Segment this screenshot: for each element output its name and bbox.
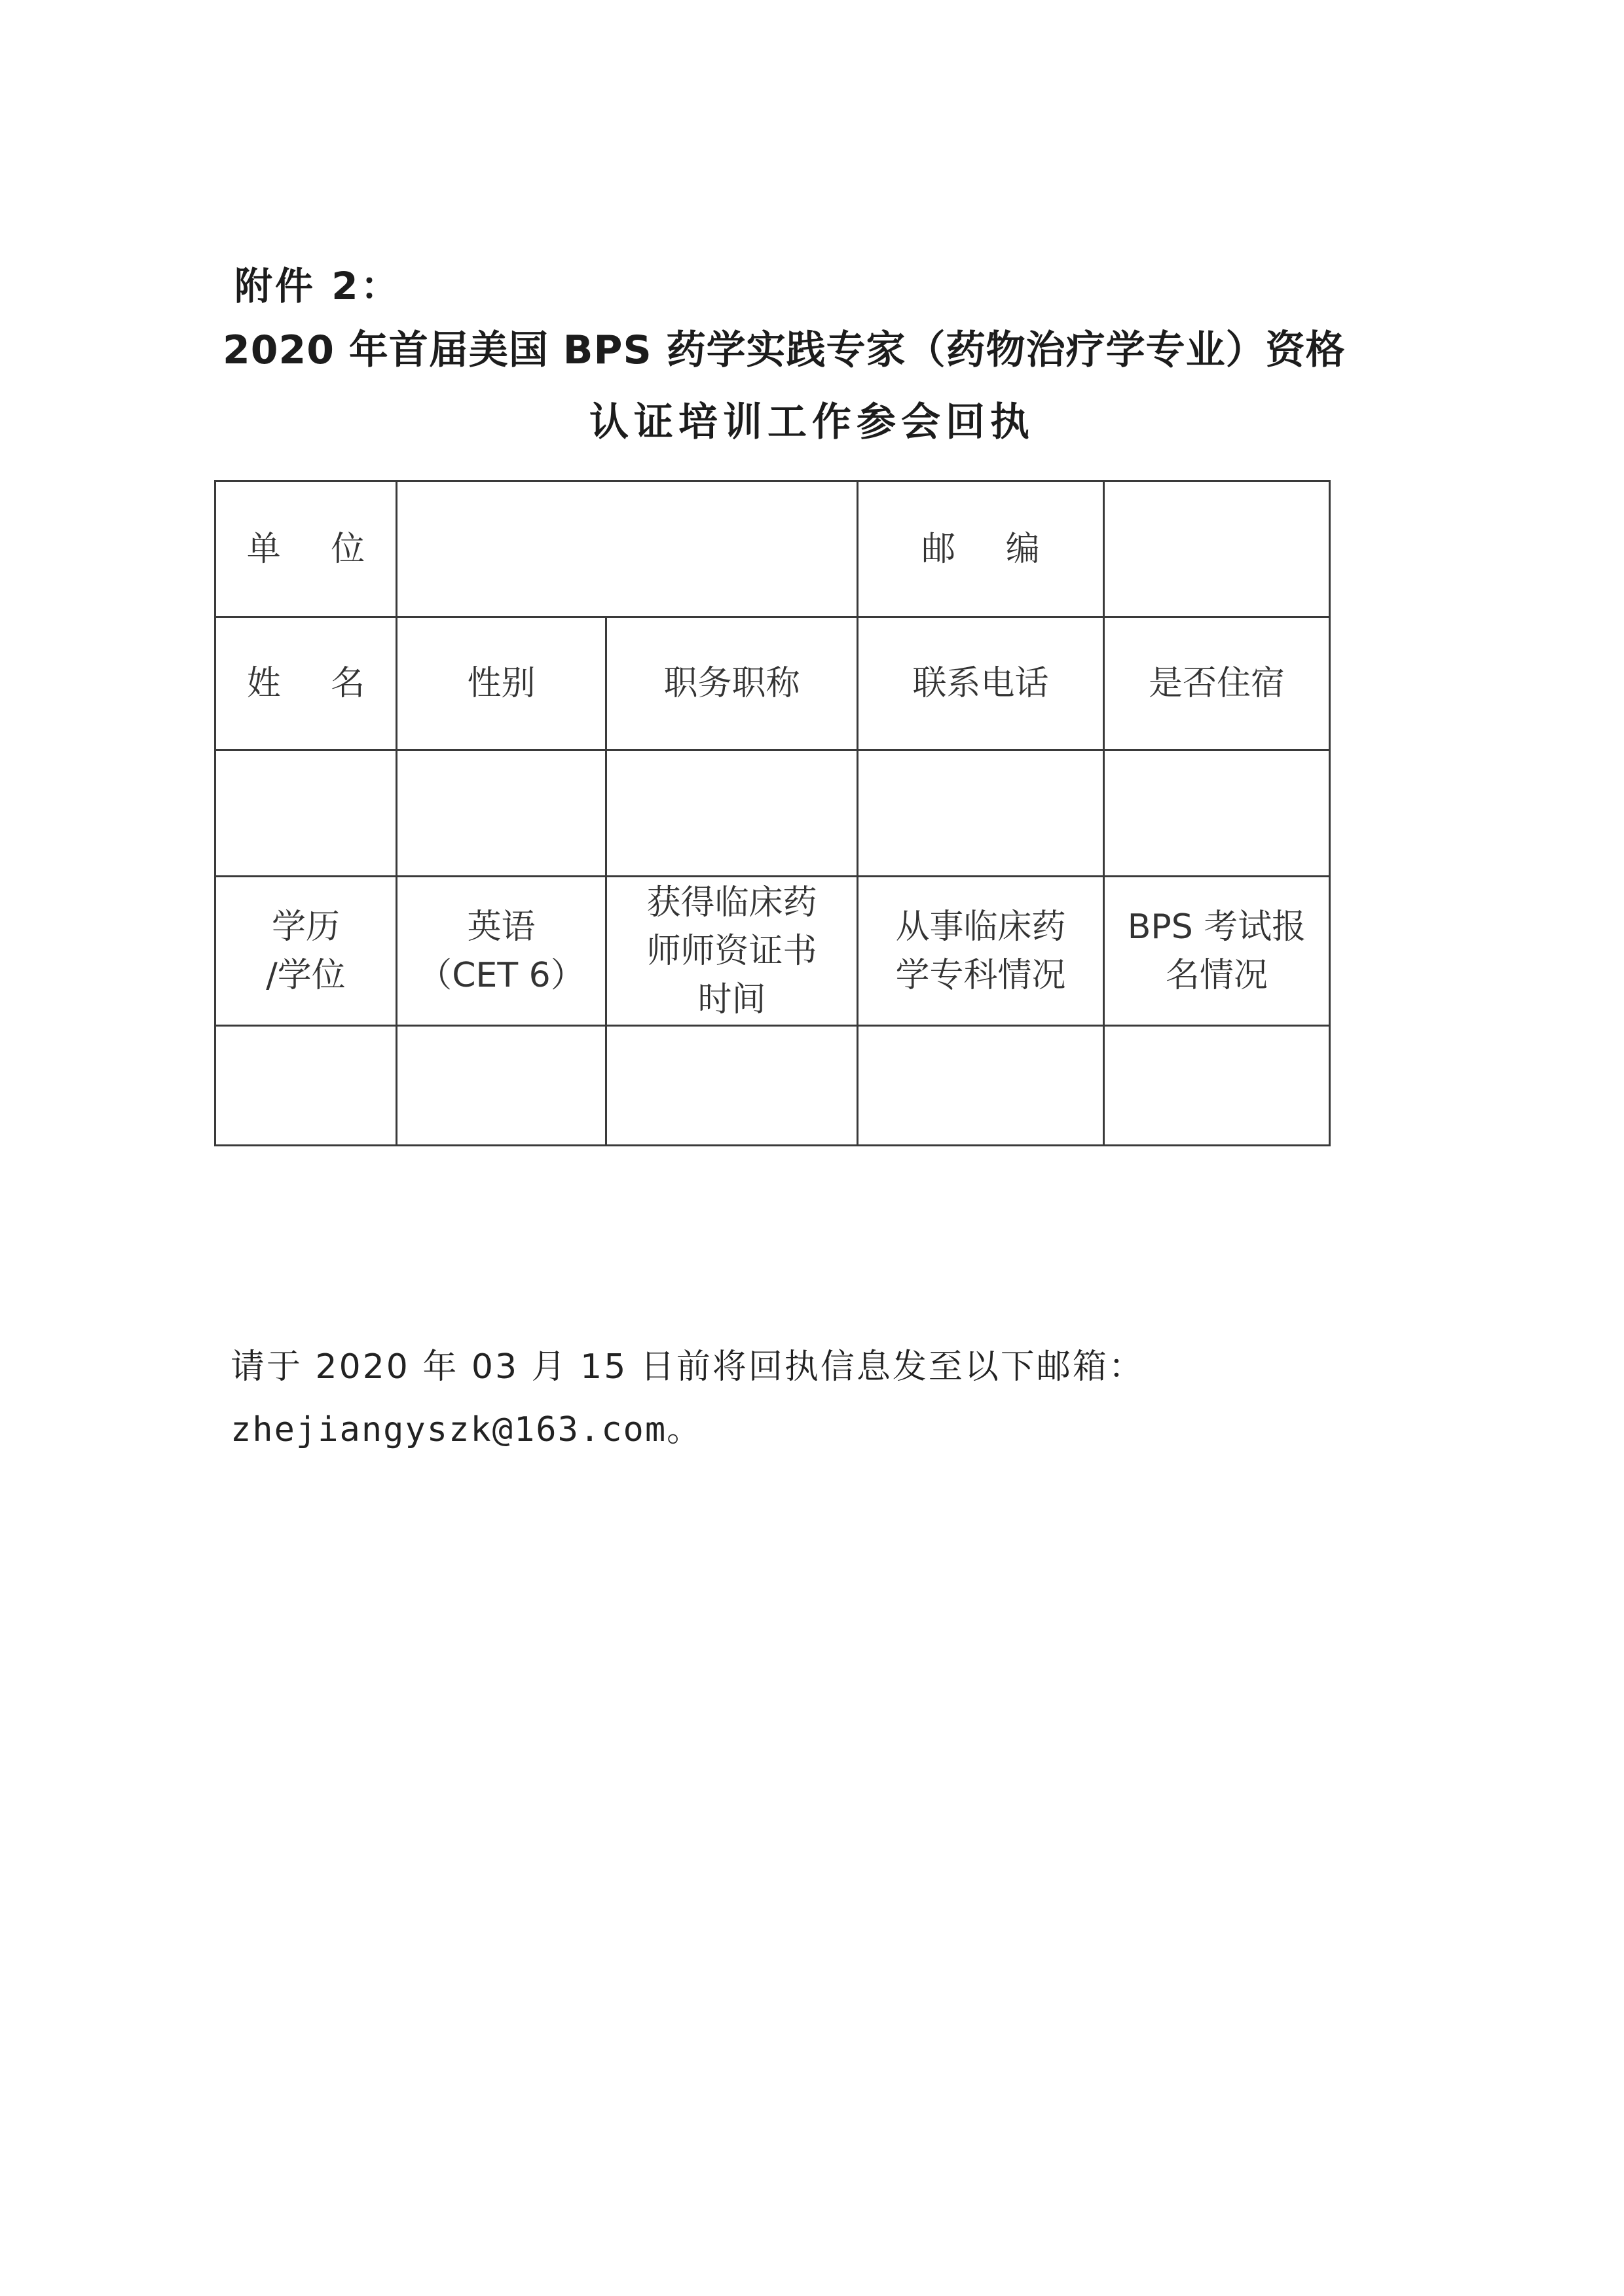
bps-exam-label-line: 名情况: [1165, 955, 1268, 995]
column-header-english: [397, 877, 606, 1026]
table-row: [215, 1026, 1330, 1146]
certificate-time-input-cell[interactable]: [606, 1026, 858, 1146]
document-title: [223, 314, 1375, 458]
attachment-label: 附件 2：: [234, 264, 401, 308]
specialty-label-line: 从事临床药: [895, 907, 1066, 947]
certificate-label-line: 获得临床药: [646, 883, 817, 922]
column-header-phone: 联系电话: [858, 617, 1104, 750]
gender-input-cell[interactable]: [397, 750, 606, 877]
postcode-label: 邮 编: [858, 481, 1104, 617]
certificate-label-line: 时间: [697, 979, 766, 1019]
unit-label: 单 位: [215, 481, 397, 617]
registration-form-table: [214, 480, 1331, 1146]
english-label-line: （CET 6）: [418, 955, 585, 995]
table-row: [215, 481, 1330, 617]
table-row: [215, 750, 1330, 877]
deadline-text: 请于 2020 年 03 月 15 日前将回执信息发至以下邮箱：: [231, 1347, 1145, 1387]
column-header-certificate-time: [606, 877, 858, 1026]
column-header-gender: 性别: [397, 617, 606, 750]
bps-exam-label-line: BPS 考试报: [1127, 907, 1306, 947]
table-row: [215, 617, 1330, 750]
column-header-specialty: [858, 877, 1104, 1026]
name-input-cell[interactable]: [215, 750, 397, 877]
title-line-2: 认证培训工作参会回执: [589, 399, 1035, 445]
email-address[interactable]: zhejiangyszk@163.com。: [231, 1410, 703, 1449]
column-header-accommodation: 是否住宿: [1104, 617, 1330, 750]
certificate-label-line: 师师资证书: [646, 931, 817, 971]
bps-exam-input-cell[interactable]: [1104, 1026, 1330, 1146]
position-input-cell[interactable]: [606, 750, 858, 877]
column-header-education: [215, 877, 397, 1026]
postcode-input-cell[interactable]: [1104, 481, 1330, 617]
title-line-1: 2020 年首届美国 BPS 药学实践专家（药物治疗学专业）资格: [223, 327, 1346, 373]
table-row: [215, 877, 1330, 1026]
accommodation-input-cell[interactable]: [1104, 750, 1330, 877]
specialty-input-cell[interactable]: [858, 1026, 1104, 1146]
education-label-line: 学历: [271, 907, 340, 947]
english-input-cell[interactable]: [397, 1026, 606, 1146]
column-header-name: 姓 名: [215, 617, 397, 750]
education-input-cell[interactable]: [215, 1026, 397, 1146]
specialty-label-line: 学专科情况: [895, 955, 1066, 995]
submission-note: [231, 1336, 1145, 1461]
unit-input-cell[interactable]: [397, 481, 858, 617]
english-label-line: 英语: [467, 907, 536, 947]
education-label-line: /学位: [266, 955, 346, 995]
column-header-position: 职务职称: [606, 617, 858, 750]
column-header-bps-exam: [1104, 877, 1330, 1026]
phone-input-cell[interactable]: [858, 750, 1104, 877]
